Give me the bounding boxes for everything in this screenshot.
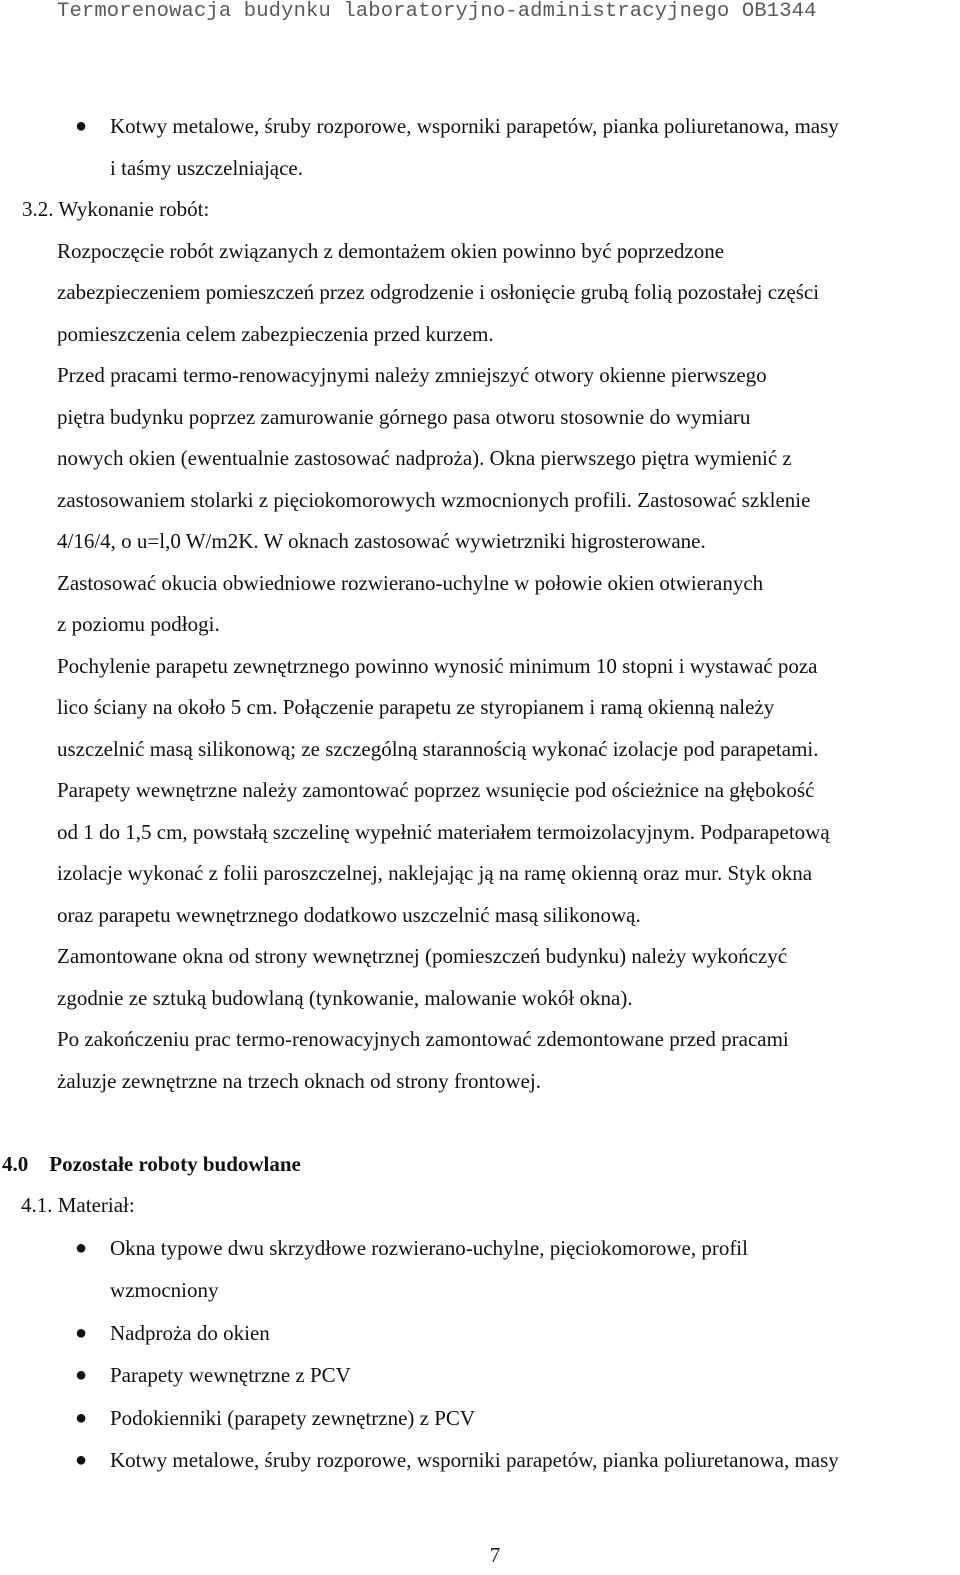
list-item-line: Okna typowe dwu skrzydłowe rozwierano-uchylne, pięciokomorowe, profil <box>110 1235 748 1260</box>
text-line: zabezpieczeniem pomieszczeń przez odgrodzenie i osłonięcie grubą folią pozostałej części <box>57 280 820 304</box>
text-line: zgodnie ze sztuką budowlaną (tynkowanie, malowanie wokół okna). <box>57 985 633 1010</box>
bullet-icon: ● <box>75 115 88 137</box>
list-item <box>57 1439 947 1482</box>
list-item <box>57 1397 947 1440</box>
section-4-heading <box>2 1144 947 1186</box>
text-line: Pochylenie parapetu zewnętrznego powinno wynosić minimum 10 stopni i wystawać poza <box>57 653 818 678</box>
section-heading: 3.2. Wykonanie robót: <box>22 197 210 221</box>
list-item-line: Podokienniki (parapety zewnętrzne) z PCV <box>110 1405 476 1430</box>
bullet-icon: ● <box>75 1321 88 1344</box>
text-line: Zastosować okucia obwiedniowe rozwierano-uchylne w połowie okien otwieranych <box>57 570 764 595</box>
section-number: 4.0 <box>2 1151 29 1176</box>
text-line: izolacje wykonać z folii paroszczelnej, naklejając ją na ramę okienną oraz mur. Styk okna <box>57 861 813 885</box>
section-paragraphs <box>57 231 947 1103</box>
list-item <box>57 1312 947 1355</box>
text-line: Parapety wewnętrzne należy zamontować poprzez wsunięcie pod ościeżnice na głębokość <box>57 778 815 802</box>
list-item-line: i taśmy uszczelniające. <box>110 155 303 180</box>
text-line: od 1 do 1,5 cm, powstałą szczelinę wypełnić materiałem termoizolacyjnym. Podparapetową <box>57 819 830 844</box>
list-item <box>57 1227 947 1312</box>
list-item-line: Parapety wewnętrzne z PCV <box>110 1363 351 1387</box>
bullet-icon: ● <box>75 1449 88 1471</box>
list-item-line: Nadproża do okien <box>110 1320 270 1345</box>
list-item-line: Kotwy metalowe, śruby rozporowe, wsporniki parapetów, pianka poliuretanowa, masy <box>110 114 839 138</box>
bullet-icon: ● <box>75 1406 88 1429</box>
text-line: pomieszczenia celem zabezpieczenia przed kurzem. <box>57 321 494 346</box>
materials-list <box>57 1227 947 1482</box>
text-line: uszczelnić masą silikonową; ze szczególną starannością wykonać izolacje pod parapetami. <box>57 736 819 761</box>
text-line: oraz parapetu wewnętrznego dodatkowo uszczelnić masą silikonową. <box>57 902 641 927</box>
list-item-line: Kotwy metalowe, śruby rozporowe, wsporniki parapetów, pianka poliuretanowa, masy <box>110 1448 839 1472</box>
text-line: zastosowaniem stolarki z pięciokomorowych wzmocnionych profili. Zastosować szklenie <box>57 487 811 512</box>
list-item <box>57 1354 947 1397</box>
text-line: lico ściany na około 5 cm. Połączenie parapetu ze styropianem i ramą okienną należy <box>57 695 775 719</box>
section-title: Pozostałe roboty budowlane <box>49 1151 301 1176</box>
text-line: żaluzje zewnętrzne na trzech oknach od strony frontowej. <box>57 1068 541 1093</box>
spacer <box>57 1102 947 1144</box>
text-line: Zamontowane okna od strony wewnętrznej (pomieszczeń budynku) należy wykończyć <box>57 944 788 968</box>
subsection-heading: 4.1. Materiał: <box>21 1193 135 1217</box>
text-line: Przed pracami termo-renowacyjnymi należy zmniejszyć otwory okienne pierwszego <box>57 363 767 387</box>
bullet-icon: ● <box>75 1364 88 1386</box>
list-item-line: wzmocniony <box>110 1278 219 1302</box>
running-header: Termorenowacja budynku laboratoryjno-administracyjnego OB1344 <box>57 0 817 23</box>
text-line: Po zakończeniu prac termo-renowacyjnych zamontować zdemontowane przed pracami <box>57 1027 789 1051</box>
list-item <box>57 106 947 189</box>
bullet-icon: ● <box>75 1236 88 1259</box>
document-body <box>2 106 947 1482</box>
text-line: piętra budynku poprzez zamurowanie górnego pasa otworu stosownie do wymiaru <box>57 404 751 429</box>
page-number: 7 <box>489 1543 501 1567</box>
text-line: nowych okien (ewentualnie zastosować nadproża). Okna pierwszego piętra wymienić z <box>57 446 792 470</box>
text-line: z poziomu podłogi. <box>57 612 220 636</box>
text-line: Rozpoczęcie robót związanych z demontażem okien powinno być poprzedzone <box>57 238 725 263</box>
text-line: 4/16/4, o u=l,0 W/m2K. W oknach zastosować wywietrzniki higrosterowane. <box>57 529 706 553</box>
